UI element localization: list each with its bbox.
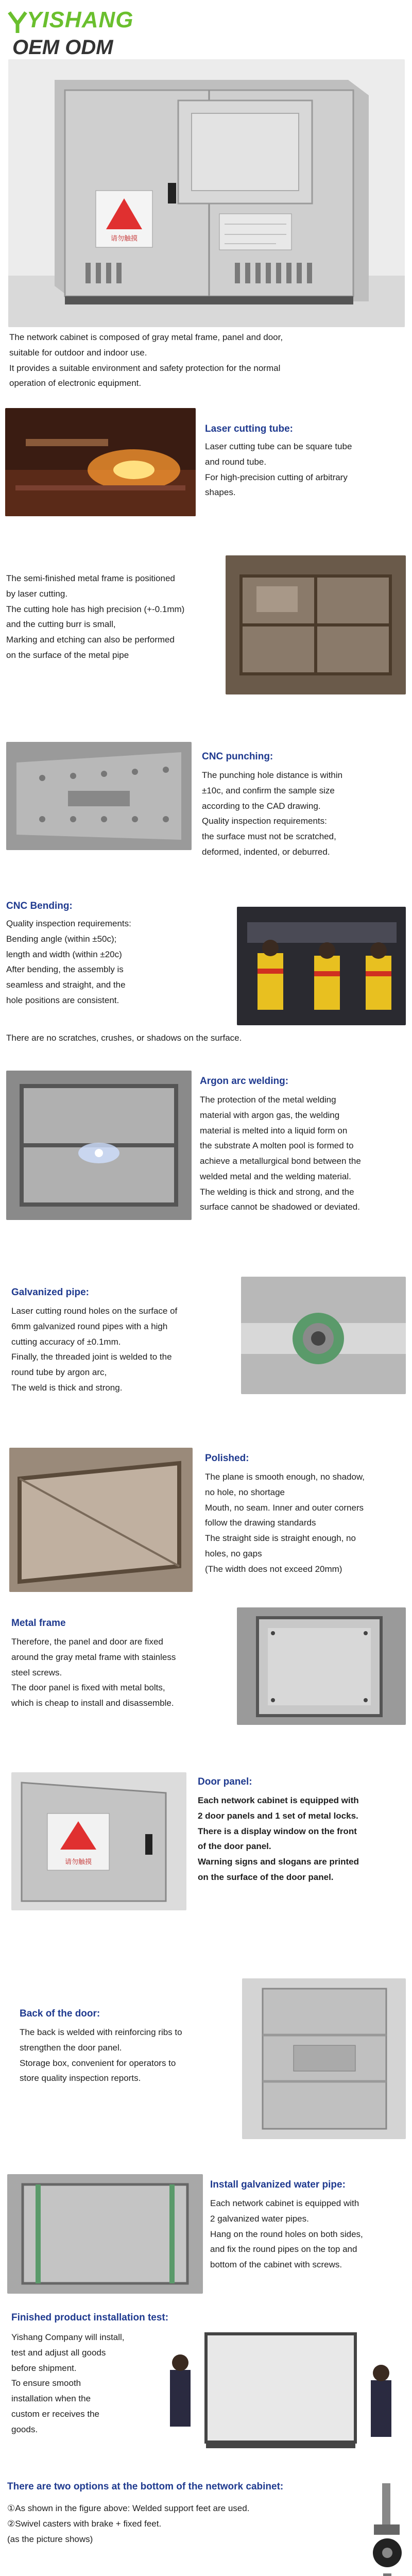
polished-title: Polished:	[205, 1453, 249, 1464]
door-panel-line: 2 door panels and 1 set of metal locks.	[198, 1810, 358, 1821]
intro-line: It provides a suitable environment and safety protection for the normal	[9, 363, 281, 373]
water-pipe-line: and fix the round pipes on the top and	[210, 2244, 357, 2255]
door-panel-line: Warning signs and slogans are printed	[198, 1857, 359, 1867]
bottom-option-line: (as the picture shows)	[7, 2534, 93, 2544]
polished-frame-image	[9, 1448, 193, 1592]
argon-welding-image	[6, 1071, 192, 1220]
metal-frame-line: steel screws.	[11, 1667, 62, 1677]
cnc-punching-image	[6, 742, 192, 850]
intro-line: suitable for outdoor and indoor use.	[9, 347, 147, 358]
cnc-bend-line: seamless and straight, and the	[6, 980, 126, 990]
install-test-image	[149, 2324, 406, 2467]
door-panel-text	[198, 1793, 407, 1885]
cnc-bending-title: CNC Bending:	[6, 901, 73, 911]
cnc-bend-line: Bending angle (within ±50c);	[6, 934, 117, 944]
cnc-punch-line: deformed, indented, or deburred.	[202, 846, 330, 857]
logo-mark-icon	[7, 10, 28, 37]
install-test-line: To ensure smooth	[11, 2378, 81, 2388]
water-pipe-line: 2 galvanized water pipes.	[210, 2213, 309, 2224]
metal-frame-title: Metal frame	[11, 1618, 66, 1629]
argon-line: welded metal and the welding material.	[200, 1171, 351, 1181]
logo-brand: YISHANG	[27, 7, 134, 32]
water-pipe-image	[7, 2174, 203, 2294]
bottom-options-text	[7, 2501, 357, 2547]
polished-line: no hole, no shortage	[205, 1487, 285, 1497]
frame-line: by laser cutting.	[6, 588, 68, 599]
galvanized-pipe-image	[241, 1277, 406, 1394]
door-panel-line: on the surface of the door panel.	[198, 1872, 334, 1882]
door-panel-line: of the door panel.	[198, 1841, 271, 1852]
door-panel-line: Each network cabinet is equipped with	[198, 1795, 359, 1805]
metal-frame-line: around the gray metal frame with stainless	[11, 1652, 176, 1662]
polished-line: The straight side is straight enough, no	[205, 1533, 356, 1543]
galv-line: The weld is thick and strong.	[11, 1382, 123, 1393]
laser-cutting-image	[5, 408, 196, 516]
back-door-line: strengthen the door panel.	[20, 2042, 122, 2053]
install-test-line: custom er receives the	[11, 2409, 100, 2419]
frame-line: Marking and etching can also be performed	[6, 635, 175, 645]
argon-line: The protection of the metal welding	[200, 1095, 336, 1105]
back-door-title: Back of the door:	[20, 2008, 100, 2019]
argon-line: the substrate A molten pool is formed to	[200, 1141, 354, 1151]
door-panel-line: There is a display window on the front	[198, 1826, 357, 1836]
back-door-line: store quality inspection reports.	[20, 2073, 141, 2083]
install-test-text	[11, 2330, 140, 2437]
logo-subtitle: OEM ODM	[12, 36, 113, 59]
polished-line: holes, no gaps	[205, 1548, 262, 1558]
galv-line: 6mm galvanized round pipes with a high	[11, 1321, 168, 1331]
install-test-line: before shipment.	[11, 2363, 77, 2373]
argon-line: material with argon gas, the welding	[200, 1110, 340, 1120]
door-warning-text: 请勿触摸	[64, 1858, 92, 1866]
install-test-line: Yishang Company will install,	[11, 2332, 125, 2342]
laser-line: For high-precision cutting of arbitrary	[205, 472, 348, 482]
back-door-line: The back is welded with reinforcing ribs to	[20, 2027, 182, 2037]
frame-line: and the cutting burr is small,	[6, 619, 116, 630]
bottom-option-line: ②Swivel casters with brake + fixed feet.	[7, 2518, 162, 2529]
water-pipe-title: Install galvanized water pipe:	[210, 2179, 346, 2190]
back-door-text	[20, 2025, 236, 2086]
bottom-options-title: There are two options at the bottom of the network cabinet:	[7, 2481, 284, 2492]
back-door-line: Storage box, convenient for operators to	[20, 2058, 176, 2068]
cnc-bend-line: length and width (within ±20c)	[6, 949, 122, 959]
laser-line: Laser cutting tube can be square tube	[205, 442, 352, 451]
cnc-bending-footer: There are no scratches, crushes, or shadows on the surface.	[6, 1033, 242, 1043]
hero-warning-text: 请勿触摸	[110, 234, 138, 242]
water-pipe-line: bottom of the cabinet with screws.	[210, 2260, 342, 2269]
intro-line: operation of electronic equipment.	[9, 378, 142, 388]
galv-line: round tube by argon arc,	[11, 1367, 107, 1377]
cnc-bend-line: hole positions are consistent.	[6, 995, 119, 1005]
metal-frame-line: which is cheap to install and disassemble.	[11, 1698, 174, 1708]
water-pipe-line: Hang on the round holes on both sides,	[210, 2229, 363, 2239]
door-panel-title: Door panel:	[198, 1776, 252, 1787]
galv-line: cutting accuracy of ±0.1mm.	[11, 1336, 121, 1347]
polished-line: The plane is smooth enough, no shadow,	[205, 1472, 365, 1482]
cnc-bend-line: After bending, the assembly is	[6, 964, 124, 975]
cnc-punching-text	[202, 768, 406, 860]
frame-line: The cutting hole has high precision (+-0.1mm)	[6, 604, 185, 614]
intro-text	[9, 330, 401, 391]
laser-text	[205, 439, 406, 500]
water-pipe-line: Each network cabinet is equipped with	[210, 2198, 359, 2208]
laser-title: Laser cutting tube:	[205, 423, 294, 434]
install-test-line: installation when the	[11, 2394, 91, 2403]
hero-cabinet-image	[8, 59, 405, 327]
polished-line: Mouth, no seam. Inner and outer corners	[205, 1502, 364, 1513]
caster-wheel-image	[367, 2483, 408, 2576]
logo	[7, 7, 162, 64]
back-door-image	[242, 1978, 406, 2139]
cnc-punch-line: Quality inspection requirements:	[202, 816, 327, 826]
frame-text	[6, 571, 222, 663]
metal-frame-cutting-image	[226, 555, 406, 694]
cnc-punch-line: The punching hole distance is within	[202, 770, 343, 780]
install-test-line: goods.	[11, 2424, 38, 2434]
galvanized-text	[11, 1303, 238, 1396]
polished-text	[205, 1469, 407, 1577]
frame-line: The semi-finished metal frame is positioned	[6, 573, 175, 583]
cnc-punch-line: the surface must not be scratched,	[202, 832, 336, 841]
galv-line: Laser cutting round holes on the surface of	[11, 1306, 178, 1316]
galvanized-title: Galvanized pipe:	[11, 1287, 89, 1298]
polished-line: (The width does not exceed 20mm)	[205, 1564, 342, 1574]
door-panel-image	[11, 1772, 186, 1910]
argon-text	[200, 1092, 406, 1215]
metal-frame-line: Therefore, the panel and door are fixed	[11, 1637, 163, 1647]
metal-frame-line: The door panel is fixed with metal bolts,	[11, 1683, 165, 1693]
bottom-option-line: ①As shown in the figure above: Welded support feet are used.	[7, 2503, 250, 2513]
metal-frame-text	[11, 1634, 228, 1711]
water-pipe-text	[210, 2196, 408, 2273]
intro-line: The network cabinet is composed of gray metal frame, panel and door,	[9, 332, 283, 342]
cnc-punching-title: CNC punching:	[202, 751, 273, 762]
galv-line: Finally, the threaded joint is welded to the	[11, 1352, 172, 1362]
cnc-bending-image	[237, 907, 406, 1025]
frame-line: on the surface of the metal pipe	[6, 650, 129, 660]
polished-line: follow the drawing standards	[205, 1518, 316, 1528]
argon-line: The welding is thick and strong, and the	[200, 1187, 354, 1197]
argon-line: surface cannot be shadowed or deviated.	[200, 1202, 360, 1212]
laser-line: and round tube.	[205, 456, 267, 467]
install-test-title: Finished product installation test:	[11, 2312, 169, 2323]
argon-line: material is melted into a liquid form on	[200, 1125, 348, 1136]
argon-title: Argon arc welding:	[200, 1076, 289, 1087]
argon-line: achieve a metallurgical bond between the	[200, 1156, 361, 1166]
install-test-line: test and adjust all goods	[11, 2347, 106, 2358]
cnc-punch-line: according to the CAD drawing.	[202, 801, 321, 811]
cnc-bending-text	[6, 916, 222, 1008]
cnc-bend-line: Quality inspection requirements:	[6, 919, 131, 928]
laser-line: shapes.	[205, 487, 236, 498]
cnc-punch-line: ±10c, and confirm the sample size	[202, 785, 335, 795]
metal-frame-image	[237, 1607, 406, 1725]
